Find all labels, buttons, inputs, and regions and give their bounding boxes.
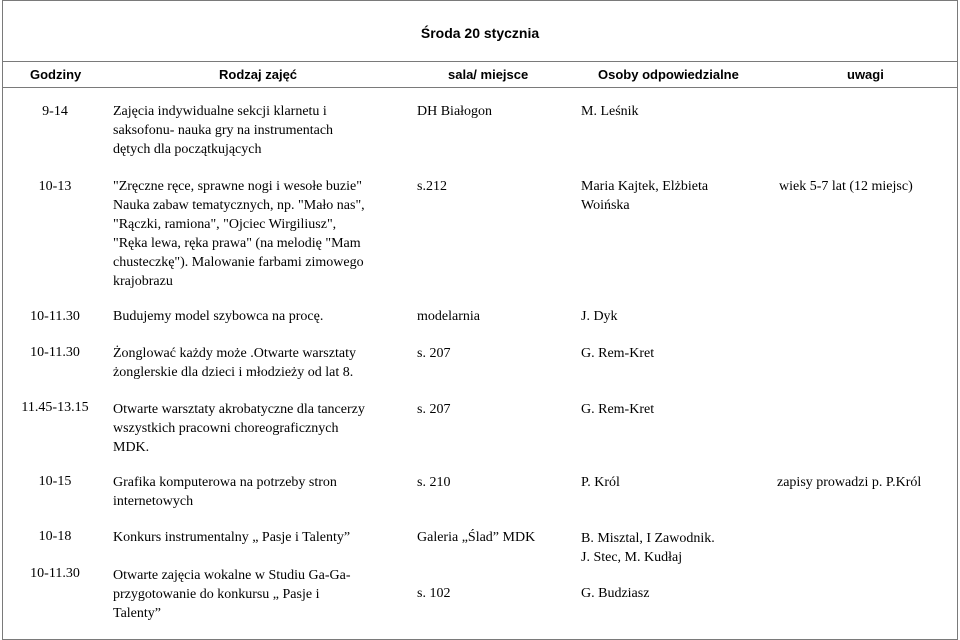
- row-room: s. 210: [417, 475, 451, 490]
- row-responsible: [581, 400, 654, 419]
- row-activity: [113, 102, 333, 159]
- header-notes: uwagi: [847, 67, 884, 82]
- row-activity: [113, 400, 365, 457]
- header-bottom-rule: [3, 87, 957, 88]
- row-responsible: [581, 307, 618, 326]
- activity-line: saksofonu- nauka gry na instrumentach: [113, 123, 334, 138]
- header-top-rule: [3, 61, 957, 62]
- row-responsible: [581, 529, 715, 567]
- activity-line: Talenty”: [113, 606, 161, 621]
- activity-line: "Zręczne ręce, sprawne nogi i wesołe buzie": [113, 179, 362, 194]
- activity-line: "Ręka lewa, ręka prawa" (na melodię "Mam: [113, 236, 361, 251]
- responsible-line: G. Rem-Kret: [581, 402, 655, 417]
- activity-line: internetowych: [113, 494, 194, 509]
- row-responsible: [581, 584, 649, 603]
- row-room: s. 102: [417, 586, 451, 601]
- row-responsible: [581, 473, 620, 492]
- row-activity: [113, 528, 350, 547]
- activity-line: dętych dla początkujących: [113, 142, 262, 157]
- row-activity: [113, 307, 323, 326]
- activity-line: "Rączki, ramiona", "Ojciec Wirgiliusz",: [113, 217, 337, 232]
- page-title: Środa 20 stycznia: [420, 25, 540, 41]
- row-hours: 10-11.30: [30, 345, 80, 360]
- row-room: s.212: [417, 179, 447, 194]
- responsible-line: J. Dyk: [581, 309, 618, 324]
- row-notes: zapisy prowadzi p. P.Król: [777, 475, 922, 490]
- row-activity: [113, 566, 351, 623]
- row-hours: 9-14: [42, 104, 68, 119]
- activity-line: Zajęcia indywidualne sekcji klarnetu i: [113, 104, 327, 119]
- activity-line: Grafika komputerowa na potrzeby stron: [113, 475, 337, 490]
- row-room: Galeria „Ślad” MDK: [417, 530, 536, 545]
- row-activity: [113, 344, 356, 382]
- activity-line: przygotowanie do konkursu „ Pasje i: [113, 587, 320, 602]
- activity-line: Otwarte zajęcia wokalne w Studiu Ga-Ga-: [113, 568, 351, 583]
- responsible-line: Woińska: [581, 198, 630, 213]
- row-responsible: [581, 344, 654, 363]
- row-hours: 10-11.30: [30, 309, 80, 324]
- row-hours: 10-15: [38, 474, 72, 489]
- row-room: DH Białogon: [417, 104, 493, 119]
- responsible-line: B. Misztal, I Zawodnik.: [581, 531, 715, 546]
- row-activity: [113, 473, 337, 511]
- row-hours: 11.45-13.15: [21, 400, 89, 415]
- row-responsible: [581, 102, 639, 121]
- responsible-line: G. Rem-Kret: [581, 346, 655, 361]
- responsible-line: M. Leśnik: [581, 104, 639, 119]
- header-room: sala/ miejsce: [448, 67, 529, 82]
- activity-line: krajobrazu: [113, 274, 173, 289]
- schedule-page: [2, 0, 958, 640]
- responsible-line: J. Stec, M. Kudłaj: [581, 550, 683, 565]
- activity-line: Nauka zabaw tematycznych, np. "Mało nas",: [113, 198, 365, 213]
- row-room: s. 207: [417, 346, 451, 361]
- activity-line: chusteczkę"). Malowanie farbami zimowego: [113, 255, 364, 270]
- activity-line: Budujemy model szybowca na procę.: [113, 309, 324, 324]
- header-activity-type: Rodzaj zajęć: [219, 67, 298, 82]
- activity-line: Otwarte warsztaty akrobatyczne dla tancerzy: [113, 402, 365, 417]
- activity-line: MDK.: [113, 440, 150, 455]
- header-responsible: Osoby odpowiedzialne: [598, 67, 739, 82]
- row-activity: [113, 177, 365, 291]
- row-hours: 10-13: [38, 179, 72, 194]
- activity-line: wszystkich pracowni choreograficznych: [113, 421, 339, 436]
- responsible-line: P. Król: [581, 475, 620, 490]
- row-room: modelarnia: [417, 309, 480, 324]
- activity-line: Konkurs instrumentalny „ Pasje i Talenty”: [113, 530, 351, 545]
- row-room: s. 207: [417, 402, 451, 417]
- row-notes: wiek 5-7 lat (12 miejsc): [779, 179, 913, 194]
- activity-line: żonglerskie dla dzieci i młodzieży od lat 8.: [113, 365, 354, 380]
- row-hours: 10-18: [38, 529, 72, 544]
- row-responsible: [581, 177, 708, 215]
- activity-line: Żonglować każdy może .Otwarte warsztaty: [113, 346, 356, 361]
- responsible-line: Maria Kajtek, Elżbieta: [581, 179, 709, 194]
- row-hours: 10-11.30: [30, 566, 80, 581]
- responsible-line: G. Budziasz: [581, 586, 650, 601]
- header-hours: Godziny: [30, 67, 82, 82]
